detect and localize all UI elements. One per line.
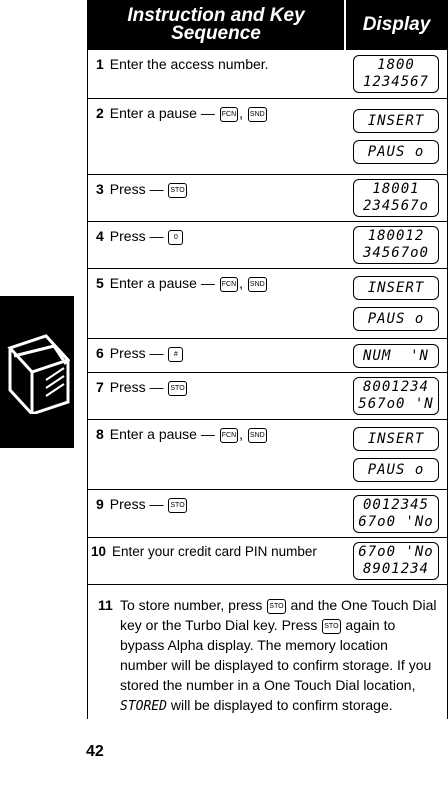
step-text: and the One Touch Dial key or the Turbo Dial key. Press bbox=[120, 597, 437, 633]
lcd-display bbox=[353, 55, 439, 93]
step-number: 6 bbox=[96, 345, 104, 361]
table-row bbox=[88, 538, 447, 585]
table-row bbox=[88, 490, 447, 538]
step-number: 2 bbox=[96, 105, 104, 121]
zero-key-icon: 0 bbox=[168, 230, 183, 245]
step-text: To store number, press bbox=[120, 597, 263, 613]
lcd-line: 567o0 'N bbox=[358, 396, 434, 412]
step-text: Enter a pause — bbox=[109, 275, 215, 291]
snd-key-icon: SND bbox=[248, 428, 267, 443]
lcd-display bbox=[353, 344, 439, 368]
snd-key-icon: SND bbox=[248, 107, 267, 122]
pound-key-icon: # bbox=[168, 347, 183, 362]
lcd-line: 1234567 bbox=[362, 74, 429, 90]
table-header bbox=[88, 0, 447, 50]
display-header: Display bbox=[362, 14, 431, 35]
lcd-display bbox=[353, 179, 439, 217]
step-text: Press — bbox=[109, 379, 164, 395]
lcd-display bbox=[353, 427, 439, 451]
step-number: 1 bbox=[96, 56, 104, 72]
lcd-line: INSERT bbox=[367, 279, 425, 296]
table-row bbox=[88, 373, 447, 420]
step-11 bbox=[98, 595, 438, 717]
lcd-line: 18001 bbox=[372, 181, 420, 197]
step-text: Enter the access number. bbox=[109, 56, 269, 72]
lcd-display bbox=[353, 307, 439, 331]
table-row bbox=[88, 50, 447, 99]
lcd-line: 8001234 bbox=[362, 379, 429, 395]
lcd-line: 67o0 'No bbox=[358, 514, 434, 530]
lcd-line: 180012 bbox=[367, 228, 425, 244]
instruction-table bbox=[87, 0, 448, 719]
table-row: 2 Enter a pause — FCN , SND INSERT PAUS o bbox=[88, 99, 447, 175]
fcn-key-icon: FCN bbox=[220, 428, 238, 443]
lcd-display bbox=[353, 109, 439, 133]
step-number: 4 bbox=[96, 228, 104, 244]
lcd-display bbox=[353, 140, 439, 164]
lcd-display bbox=[353, 542, 439, 580]
lcd-line: INSERT bbox=[367, 112, 425, 129]
step-number: 11 bbox=[98, 597, 113, 613]
fcn-key-icon: FCN bbox=[220, 277, 238, 292]
lcd-line: 67o0 'No bbox=[358, 544, 434, 560]
snd-key-icon: SND bbox=[248, 277, 267, 292]
lcd-display bbox=[353, 495, 439, 533]
step-text: Enter a pause — bbox=[109, 105, 215, 121]
lcd-line: PAUS o bbox=[367, 143, 425, 160]
step-number: 10 bbox=[91, 544, 107, 559]
sto-key-icon: STO bbox=[322, 619, 340, 634]
section-tab bbox=[0, 296, 74, 448]
stored-display-text: STORED bbox=[120, 699, 167, 714]
fcn-key-icon: FCN bbox=[220, 107, 238, 122]
step-text: Enter your credit card PIN number bbox=[112, 544, 317, 559]
lcd-line: PAUS o bbox=[367, 461, 425, 478]
step-text: Enter a pause — bbox=[109, 426, 215, 442]
table-row bbox=[88, 222, 447, 269]
sto-key-icon: STO bbox=[267, 599, 285, 614]
instruction-header: Instruction and Key Sequence bbox=[88, 0, 346, 50]
step-text: will be displayed to confirm storage. bbox=[170, 697, 393, 713]
lcd-line: 234567o bbox=[362, 198, 429, 214]
sto-key-icon: STO bbox=[168, 498, 186, 513]
step-number: 3 bbox=[96, 181, 104, 197]
step-text: Press — bbox=[109, 345, 164, 361]
sto-key-icon: STO bbox=[168, 381, 186, 396]
page-number: 42 bbox=[86, 743, 104, 760]
lcd-display bbox=[353, 458, 439, 482]
table-row: 5 Enter a pause — FCN , SND INSERT PAUS o bbox=[88, 269, 447, 339]
step-text: Press — bbox=[109, 496, 164, 512]
step-number: 7 bbox=[96, 379, 104, 395]
lcd-line: 0012345 bbox=[362, 497, 429, 513]
sto-key-icon: STO bbox=[168, 183, 186, 198]
lcd-line: PAUS o bbox=[367, 310, 425, 327]
step-number: 5 bbox=[96, 275, 104, 291]
step-number: 8 bbox=[96, 426, 104, 442]
lcd-line: NUM 'N bbox=[362, 347, 429, 364]
table-row bbox=[88, 175, 447, 222]
lcd-display bbox=[353, 226, 439, 264]
step-number: 9 bbox=[96, 496, 104, 512]
step-text: Press — bbox=[109, 228, 164, 244]
lcd-line: 1800 bbox=[377, 57, 415, 73]
table-row bbox=[88, 339, 447, 373]
folder-icon bbox=[6, 332, 70, 414]
step-text: again to bypass Alpha display. The memory location number will be displayed to confirm storage. If you stored the number in a One Touch Dial location, bbox=[120, 617, 432, 693]
table-row bbox=[88, 585, 447, 719]
table-row: 8 Enter a pause — FCN , SND INSERT PAUS o bbox=[88, 420, 447, 490]
lcd-line: 34567o0 bbox=[362, 245, 429, 261]
lcd-line: 8901234 bbox=[362, 561, 429, 577]
lcd-display bbox=[353, 377, 439, 415]
lcd-line: INSERT bbox=[367, 430, 425, 447]
lcd-display bbox=[353, 276, 439, 300]
step-text: Press — bbox=[109, 181, 164, 197]
